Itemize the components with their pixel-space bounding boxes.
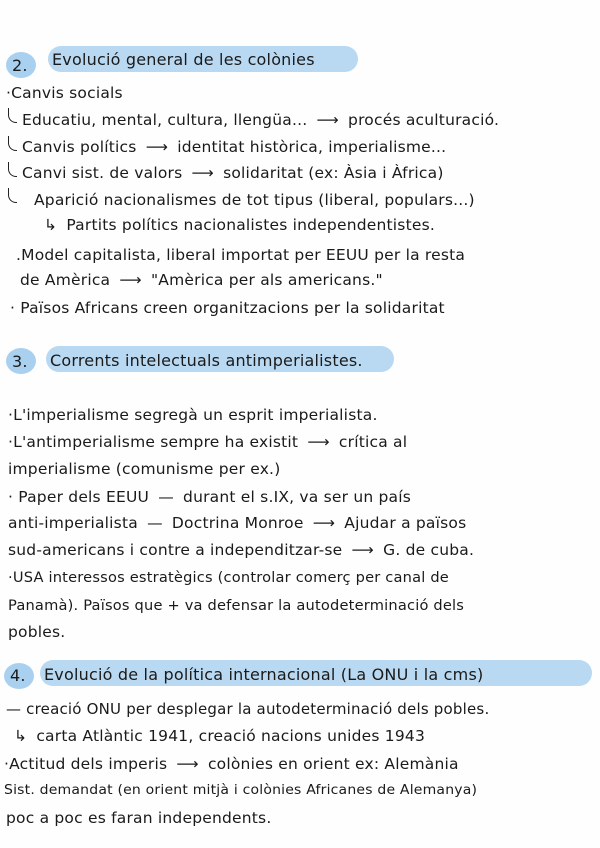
- note-line: imperialisme (comunisme per ex.): [8, 460, 281, 478]
- section-3-title: Corrents intelectuals antimperialistes.: [50, 351, 363, 370]
- dash-icon: —: [147, 514, 163, 532]
- arrow-icon: ⟶: [316, 111, 339, 129]
- note-line: pobles.: [8, 623, 66, 641]
- note-line: [10, 727, 425, 745]
- note-text: Canvi sist. de valors: [22, 164, 183, 182]
- note-text: solidaritat (ex: Àsia i Àfrica): [223, 164, 444, 182]
- note-line: [22, 138, 446, 156]
- note-text: "Amèrica per als americans.": [150, 271, 383, 289]
- arrow-icon: ⟶: [176, 755, 199, 773]
- note-line: — creació ONU per desplegar la autodeterminació dels pobles.: [6, 700, 490, 718]
- note-line: Panamà). Països que + va defensar la autodeterminació dels: [8, 597, 465, 614]
- note-line: [22, 111, 499, 129]
- note-line: Sist. demandat (en orient mitjà i colònies Africanes de Alemanya): [4, 782, 478, 798]
- note-text: G. de cuba.: [383, 541, 475, 559]
- note-line: · Països Africans creen organitzacions per la solidaritat: [10, 299, 445, 317]
- note-text: sud-americans i contre a independitzar-se: [8, 541, 343, 559]
- bracket-mark: [8, 108, 17, 123]
- note-text: Partits polítics nacionalistes independentistes.: [66, 216, 435, 234]
- note-text: Canvis polítics: [22, 138, 137, 156]
- note-text: durant el s.IX, va ser un país: [183, 488, 412, 506]
- note-line: [20, 271, 383, 289]
- note-line: poc a poc es faran independents.: [6, 809, 272, 827]
- bracket-mark: [8, 162, 17, 177]
- note-line: ·USA interessos estratègics (controlar comerç per canal de: [8, 569, 449, 586]
- arrow-icon: ⟶: [351, 541, 374, 559]
- note-text: identitat històrica, imperialisme...: [177, 138, 447, 156]
- section-2-number: 2.: [12, 56, 28, 75]
- arrow-icon: ⟶: [145, 138, 169, 156]
- note-text: colònies en orient ex: Alemània: [207, 755, 459, 773]
- dash-icon: —: [158, 488, 174, 506]
- note-text: anti-imperialista: [8, 514, 138, 532]
- section-4-number: 4.: [10, 666, 26, 685]
- note-line: [8, 514, 466, 532]
- note-text: ·Actitud dels imperis: [4, 755, 168, 773]
- note-line: .Model capitalista, liberal importat per EEUU per la resta: [16, 246, 466, 264]
- note-line: ·Canvis socials: [6, 84, 123, 102]
- bracket-mark: [8, 188, 17, 203]
- arrow-icon: ↳: [44, 216, 58, 234]
- note-line: [4, 755, 459, 773]
- arrow-icon: ⟶: [312, 514, 336, 532]
- note-line: [8, 433, 407, 451]
- note-line: [22, 164, 444, 182]
- note-text: ·L'antimperialisme sempre ha existit: [8, 433, 299, 451]
- bracket-mark: [8, 136, 17, 151]
- note-line: [40, 216, 435, 234]
- section-2-title: Evolució general de les colònies: [52, 50, 315, 69]
- section-4-title: Evolució de la política internacional (La ONU i la cms): [44, 665, 484, 684]
- note-text: Doctrina Monroe: [171, 514, 304, 532]
- arrow-icon: ⟶: [307, 433, 330, 451]
- note-text: Ajudar a països: [344, 514, 467, 532]
- note-text: crítica al: [338, 433, 408, 451]
- note-text: de Amèrica: [20, 271, 111, 289]
- note-line: ·L'imperialisme segregà un esprit imperialista.: [8, 406, 378, 424]
- note-text: procés aculturació.: [348, 111, 500, 129]
- arrow-icon: ⟶: [119, 271, 142, 289]
- note-line: [8, 541, 474, 559]
- note-text: carta Atlàntic 1941, creació nacions unides 1943: [36, 727, 426, 745]
- note-text: Educatiu, mental, cultura, llengüa...: [22, 111, 308, 129]
- note-line: Aparició nacionalismes de tot tipus (liberal, populars...): [34, 191, 475, 209]
- arrow-icon: ↳: [14, 727, 28, 745]
- arrow-icon: ⟶: [191, 164, 214, 182]
- note-text: · Paper dels EEUU: [8, 488, 150, 506]
- section-3-number: 3.: [12, 352, 28, 371]
- note-line: [8, 488, 411, 506]
